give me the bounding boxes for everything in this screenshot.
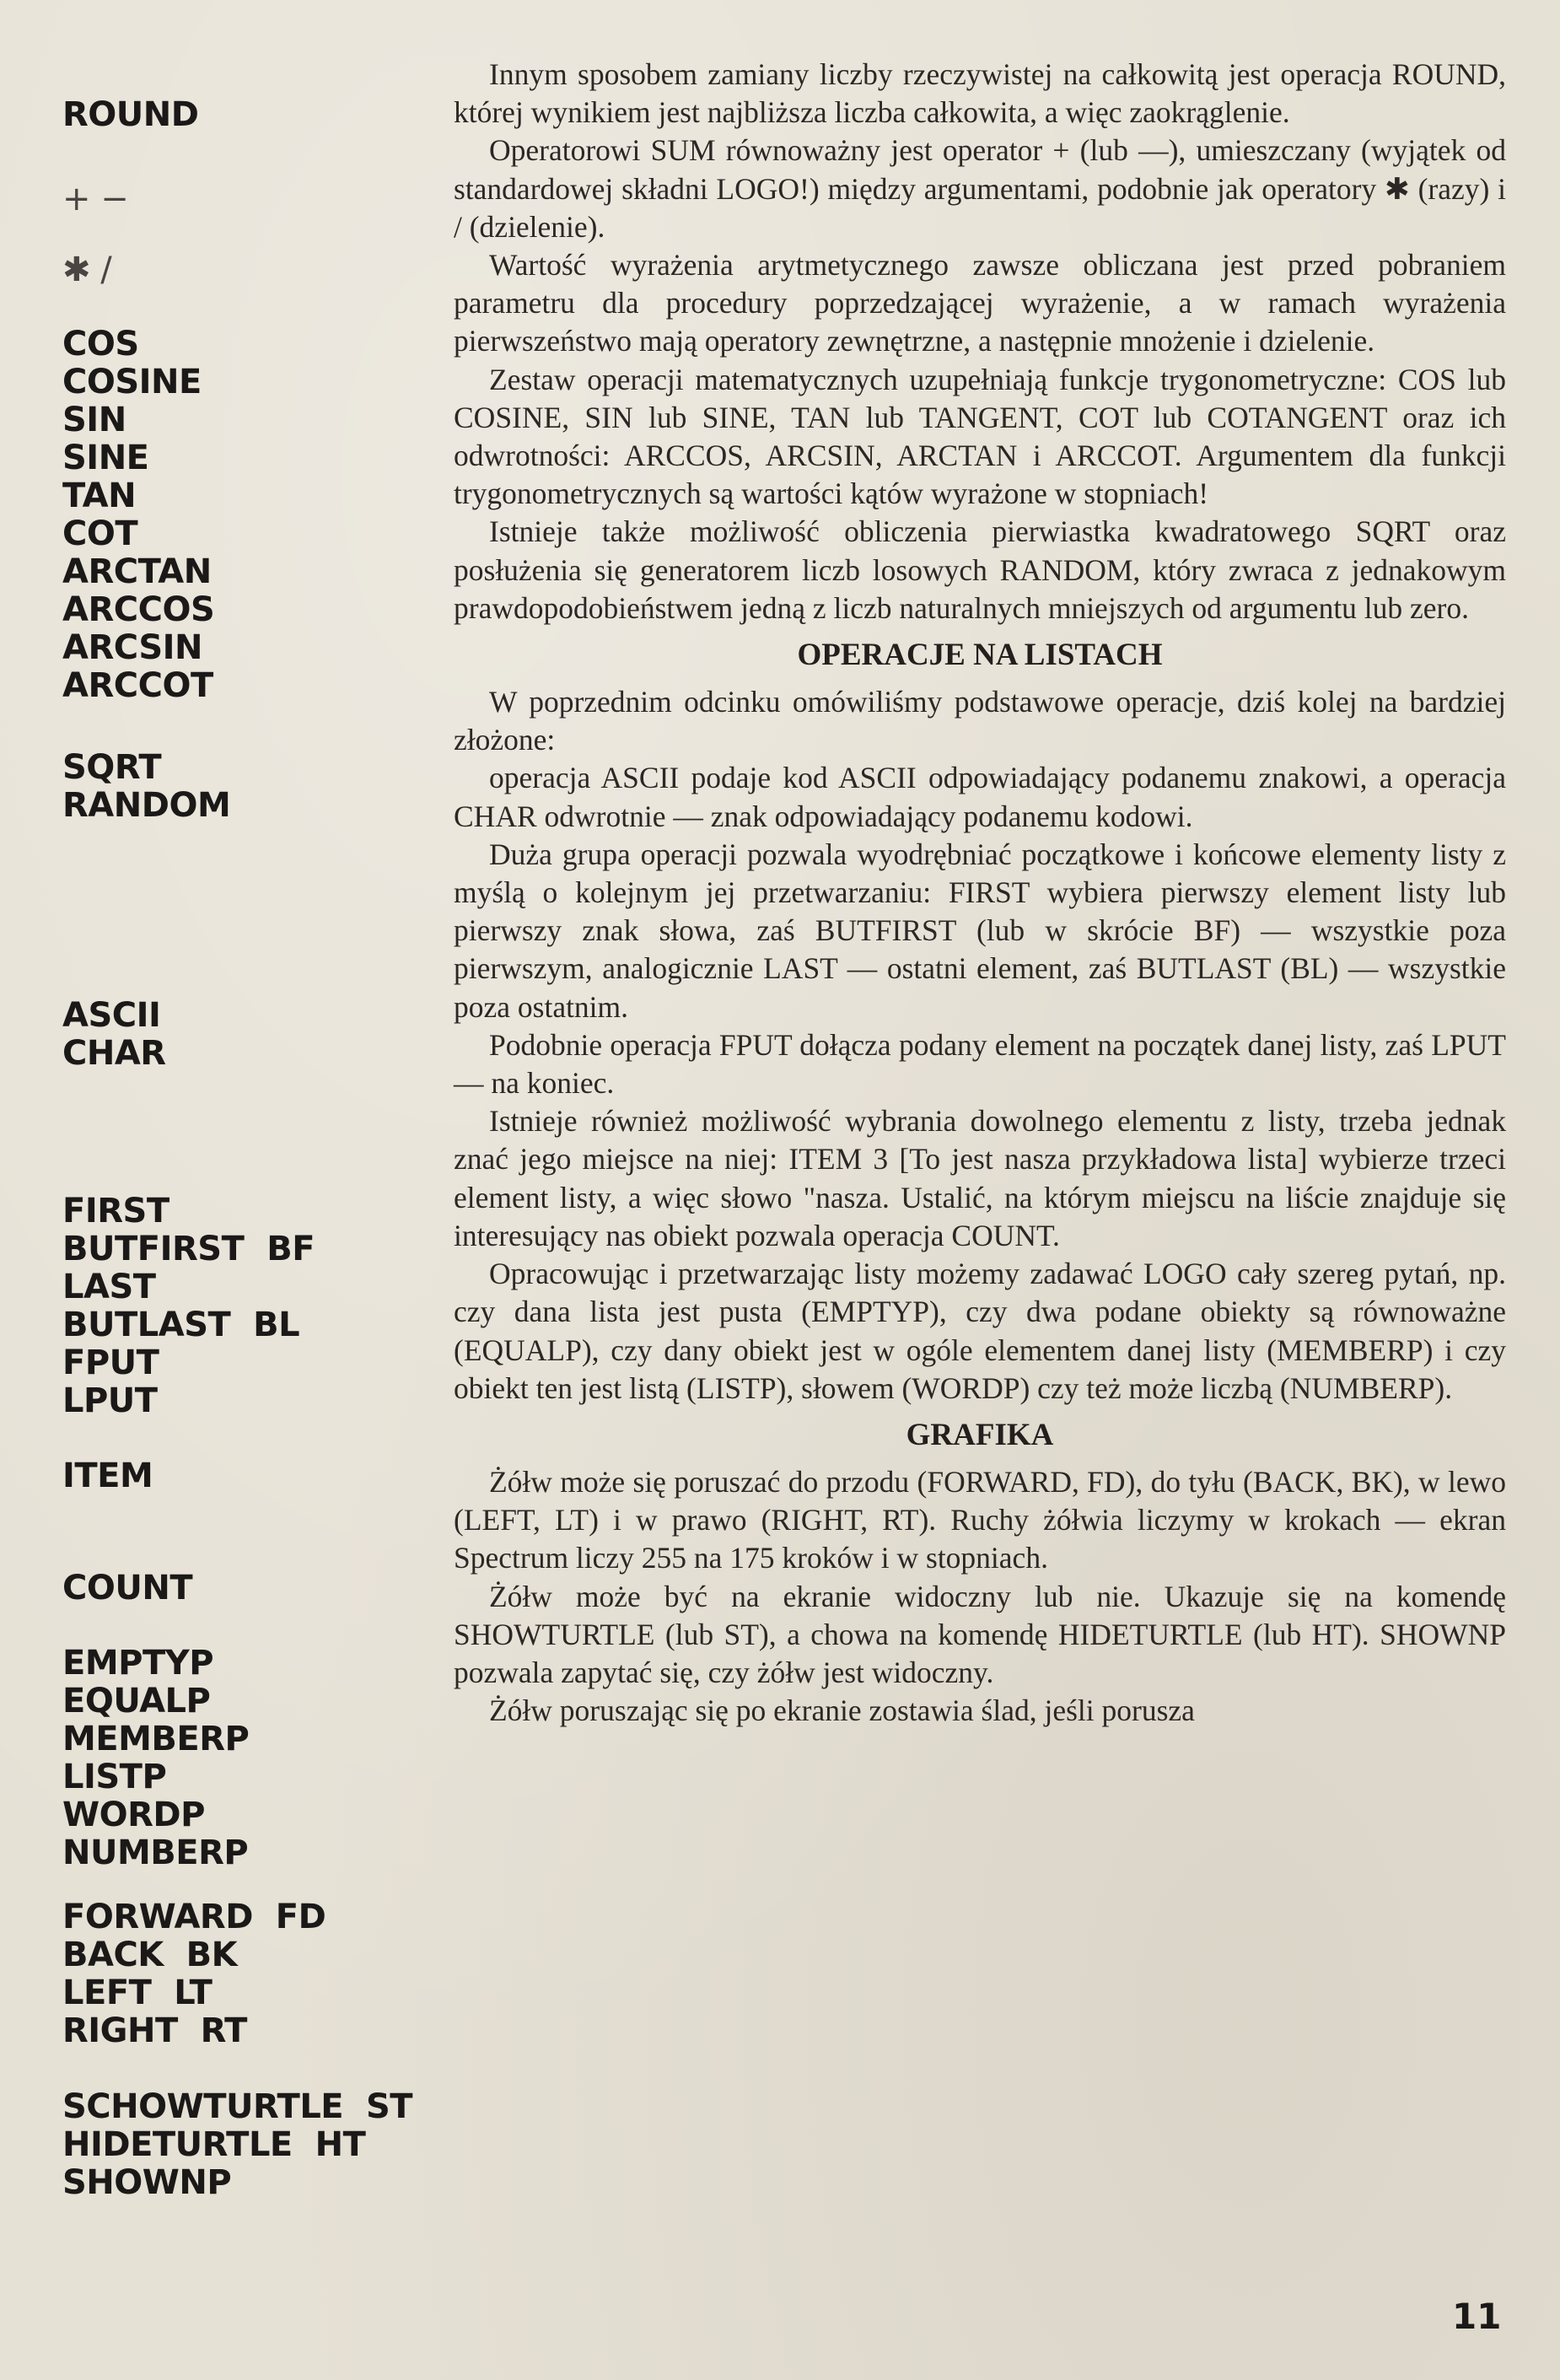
paragraph-lists-intro: W poprzednim odcinku omówiliśmy podstawowe operacje, dziś kolej na bardziej złożone: bbox=[454, 685, 1506, 757]
margin-keyword-plus-minus: + − bbox=[62, 180, 129, 218]
margin-keyword-fput: FPUT bbox=[62, 1343, 159, 1382]
margin-keyword-first: FIRST bbox=[62, 1192, 169, 1230]
page-number: 11 bbox=[1452, 2296, 1502, 2337]
paragraph-first-last: Duża grupa operacji pozwala wyodrębniać początkowe i końcowe elementy listy z myślą o kolejnym jej przetwarzaniu: FIRST wybiera pierwszy element listy lub pierwszy znak słowa, zaś BUTFIRST (lub w skrócie BF) — wszystkie poza pierwszym, analogicznie LAST — ostatni element, zaś BUTLAST (BL) — wszystkie poza ostatnim. bbox=[454, 837, 1506, 1024]
margin-keyword-hideturtle: HIDETURTLE HT bbox=[62, 2125, 366, 2164]
margin-keyword-shownp: SHOWNP bbox=[62, 2163, 232, 2202]
margin-keyword-ascii: ASCII bbox=[62, 996, 161, 1035]
margin-keyword-sqrt: SQRT bbox=[62, 748, 162, 787]
margin-keyword-memberp: MEMBERP bbox=[62, 1720, 250, 1758]
margin-keyword-cos: COS bbox=[62, 325, 139, 363]
margin-keyword-arccos: ARCCOS bbox=[62, 590, 215, 629]
section-heading-graphics: GRAFIKA bbox=[906, 1417, 1054, 1452]
margin-keyword-listp: LISTP bbox=[62, 1758, 167, 1796]
margin-keyword-showturtle: SCHOWTURTLE ST bbox=[62, 2087, 413, 2126]
margin-keyword-last: LAST bbox=[62, 1268, 156, 1306]
margin-keyword-item: ITEM bbox=[62, 1457, 153, 1495]
margin-keyword-times-divide: ✱ / bbox=[62, 250, 112, 289]
margin-keyword-sin: SIN bbox=[62, 401, 126, 439]
margin-keyword-cot: COT bbox=[62, 514, 138, 553]
margin-keyword-equalp: EQUALP bbox=[62, 1682, 211, 1720]
paragraph-expression-evaluation: Wartość wyrażenia arytmetycznego zawsze obliczana jest przed pobraniem parametru dla procedury poprzedzającej wyrażenie, a w ramach wyrażenia pierwszeństwo mają operatory zewnętrzne, a następnie mnożenie i dzielenie. bbox=[454, 248, 1506, 358]
margin-keyword-left: LEFT LT bbox=[62, 1973, 212, 2012]
paragraph-sqrt-random: Istnieje także możliwość obliczenia pierwiastka kwadratowego SQRT oraz posłużenia się generatorem liczb losowych RANDOM, który zwraca z jednakowym prawdopodobieństwem jedną z liczb naturalnych mniejszych od argumentu lub zero. bbox=[454, 514, 1506, 625]
margin-keyword-cosine: COSINE bbox=[62, 363, 202, 401]
margin-keyword-char: CHAR bbox=[62, 1034, 166, 1073]
paragraph-predicates: Opracowując i przetwarzając listy możemy zadawać LOGO cały szereg pytań, np. czy dana lista jest pusta (EMPTYP), czy dwa podane obiekty są równoważne (EQUALP), czy dany obiekt jest w ogóle elementem danej listy (MEMBERP) i czy obiekt ten jest listą (LISTP), słowem (WORDP) czy też może liczbą (NUMBERP). bbox=[454, 1257, 1506, 1405]
paragraph-operators: Operatorowi SUM równoważny jest operator + (lub —), umieszczany (wyjątek od standardowej składni LOGO!) między argumentami, podobnie jak operatory ✱ (razy) i / (dzielenie). bbox=[454, 133, 1506, 244]
paragraph-turtle-movement: Żółw może się poruszać do przodu (FORWARD, FD), do tyłu (BACK, BK), w lewo (LEFT, LT) i w prawo (RIGHT, RT). Ruchy żółwia liczymy w krokach — ekran Spectrum liczy 255 na 175 kroków i w stopniach. bbox=[454, 1464, 1506, 1575]
margin-keyword-butlast: BUTLAST BL bbox=[62, 1306, 300, 1344]
margin-keyword-random: RANDOM bbox=[62, 786, 231, 825]
margin-keyword-lput: LPUT bbox=[62, 1381, 158, 1420]
paragraph-turtle-trail: Żółw poruszając się po ekranie zostawia ślad, jeśli porusza bbox=[489, 1693, 1195, 1728]
margin-keyword-arccot: ARCCOT bbox=[62, 666, 213, 705]
paragraph-round: Innym sposobem zamiany liczby rzeczywistej na całkowitą jest operacja ROUND, której wynikiem jest najbliższa liczba całkowita, a więc zaokrąglenie. bbox=[454, 57, 1506, 130]
margin-keyword-tan: TAN bbox=[62, 477, 137, 515]
margin-keyword-sine: SINE bbox=[62, 439, 149, 477]
section-heading-lists: OPERACJE NA LISTACH bbox=[797, 638, 1163, 673]
margin-keyword-forward: FORWARD FD bbox=[62, 1898, 326, 1936]
article-body bbox=[454, 56, 1506, 1730]
paragraph-ascii-char: operacja ASCII podaje kod ASCII odpowiadający podanemu znakowi, a operacja CHAR odwrotnie — znak odpowiadający podanemu kodowi. bbox=[454, 761, 1506, 833]
margin-keyword-arctan: ARCTAN bbox=[62, 552, 212, 591]
margin-keyword-round: ROUND bbox=[62, 95, 199, 134]
margin-keyword-back: BACK BK bbox=[62, 1936, 238, 1974]
margin-keyword-wordp: WORDP bbox=[62, 1796, 205, 1834]
margin-keyword-right: RIGHT RT bbox=[62, 2011, 247, 2050]
margin-keyword-emptyp: EMPTYP bbox=[62, 1644, 214, 1683]
margin-keyword-count: COUNT bbox=[62, 1569, 193, 1607]
paragraph-trigonometry: Zestaw operacji matematycznych uzupełniają funkcje trygonometryczne: COS lub COSINE, SIN lub SINE, TAN lub TANGENT, COT lub COTANGENT oraz ich odwrotności: ARCCOS, ARCSIN, ARCTAN i ARCCOT. Argumentem dla funkcji trygonometrycznych są wartości kątów wyrażone w stopniach! bbox=[454, 362, 1506, 511]
margin-keyword-butfirst: BUTFIRST BF bbox=[62, 1230, 315, 1268]
paragraph-fput-lput: Podobnie operacja FPUT dołącza podany element na początek danej listy, zaś LPUT — na koniec. bbox=[454, 1027, 1506, 1101]
paragraph-item-count: Istnieje również możliwość wybrania dowolnego elementu z listy, trzeba jednak znać jego miejsce na niej: ITEM 3 [To jest nasza przykładowa lista] wybierze trzeci element listy, a więc słowo "nasza. Ustalić, na którym miejscu na liście znajduje się interesujący nas obiekt pozwala operacja COUNT. bbox=[454, 1104, 1506, 1252]
margin-keyword-arcsin: ARCSIN bbox=[62, 628, 203, 667]
margin-keyword-numberp: NUMBERP bbox=[62, 1833, 249, 1872]
paragraph-turtle-visibility: Żółw może być na ekranie widoczny lub nie. Ukazuje się na komendę SHOWTURTLE (lub ST), a chowa na komendę HIDETURTLE (lub HT). SHOWNP pozwala zapytać się, czy żółw jest widoczny. bbox=[454, 1579, 1506, 1689]
